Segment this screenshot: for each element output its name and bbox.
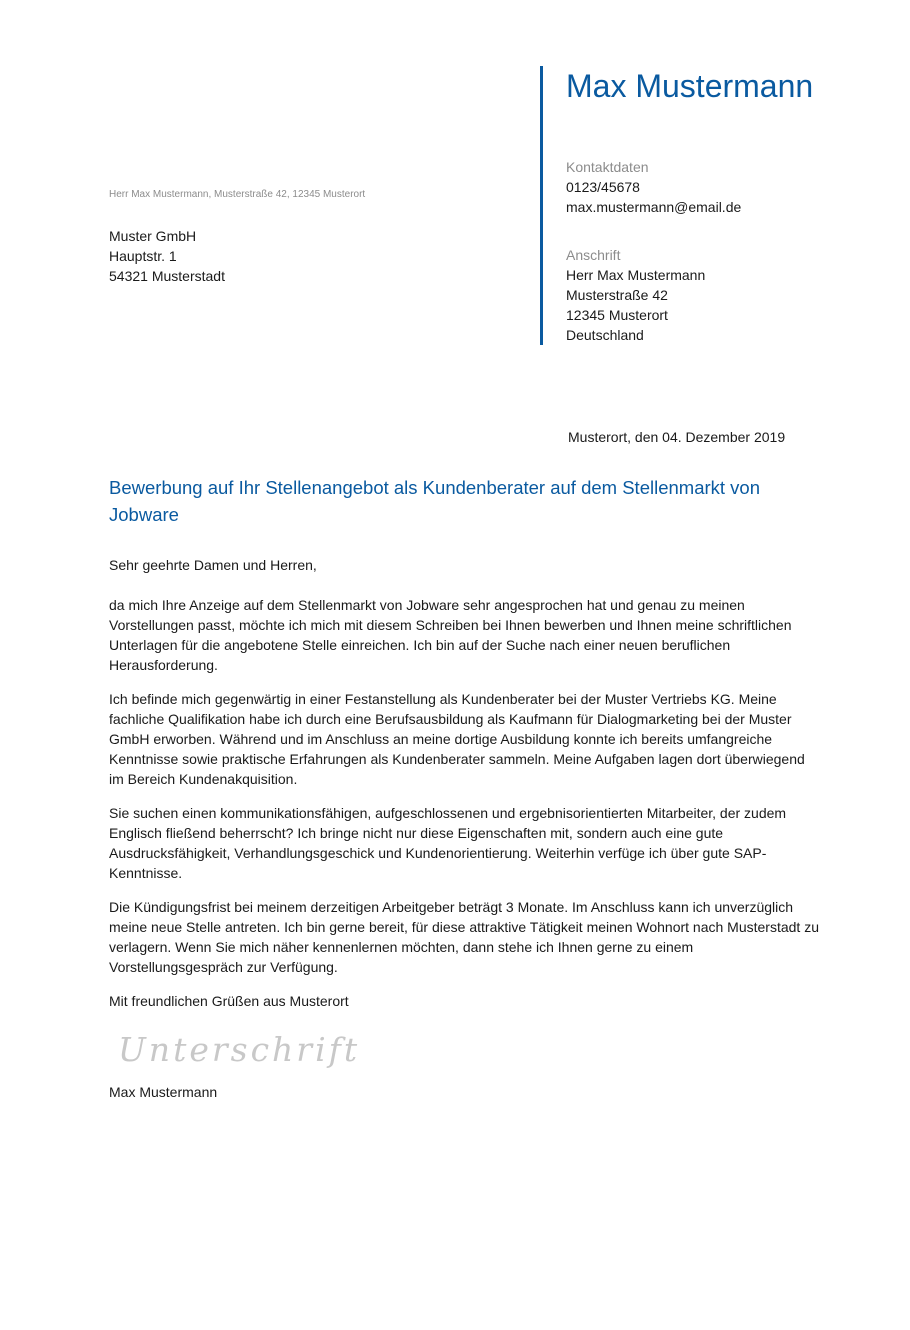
return-address-line: Herr Max Mustermann, Musterstraße 42, 12345 Musterort	[109, 189, 366, 200]
letter-subject: Bewerbung auf Ihr Stellenangebot als Kundenberater auf dem Stellenmarkt von Jobware	[109, 477, 760, 525]
closing-line: Mit freundlichen Grüßen aus Musterort	[109, 993, 349, 1009]
address-line: Musterstraße 42	[566, 287, 668, 303]
body-paragraph: da mich Ihre Anzeige auf dem Stellenmarkt von Jobware sehr angesprochen hat und genau zu meinen Vorstellungen passt, möchte ich mich mit diesem Schreiben bei Ihnen bewerben und Ihnen meine schriftlichen Unterlagen für die angebotene Stelle einreichen. Ich bin auf der Suche nach einer neuen beruflichen Herausforderung.	[109, 597, 792, 673]
address-line: 12345 Musterort	[566, 307, 668, 323]
recipient-line: 54321 Musterstadt	[109, 268, 225, 284]
contact-email: max.mustermann@email.de	[566, 199, 742, 215]
accent-divider	[540, 66, 543, 345]
address-heading: Anschrift	[566, 247, 621, 263]
recipient-line: Muster GmbH	[109, 228, 197, 244]
body-paragraph: Sie suchen einen kommunikationsfähigen, aufgeschlossenen und ergebnisorientierten Mitarbeiter, der zudem Englisch fließend beherrscht? Ich bringe nicht nur diese Eigenschaften mit, sondern auch eine gute Ausdrucksfähigkeit, Verhandlungsgeschick und Kundenorientierung. Weiterhin verfüge ich über gute SAP-Kenntnisse.	[109, 805, 787, 881]
signer-name: Max Mustermann	[109, 1084, 218, 1100]
body-paragraph: Die Kündigungsfrist bei meinem derzeitigen Arbeitgeber beträgt 3 Monate. Im Anschluss kann ich unverzüglich meine neue Stelle antreten. Ich bin gerne bereit, für diese attraktive Tätigkeit meinen Wohnort nach Musterstadt zu verlagern. Wenn Sie mich näher kennenlernen möchten, dann stehe ich Ihnen gerne zu einem Vorstellungsgespräch zur Verfügung.	[109, 899, 819, 975]
recipient-address	[109, 226, 225, 286]
body-paragraph: Ich befinde mich gegenwärtig in einer Festanstellung als Kundenberater bei der Muster Vertriebs KG. Meine fachliche Qualifikation habe ich durch eine Berufsausbildung als Kaufmann für Dialogmarketing bei der Muster GmbH erworben. Während und im Anschluss an meine dortige Ausbildung konnte ich bereits umfangreiche Kenntnisse sowie praktische Erfahrungen als Kundenberater sammeln. Meine Aufgaben lagen dort überwiegend im Bereich Kundenakquisition.	[109, 691, 805, 787]
contact-block	[566, 157, 741, 217]
letter-body	[109, 595, 821, 991]
contact-phone: 0123/45678	[566, 179, 640, 195]
recipient-line: Hauptstr. 1	[109, 248, 177, 264]
sender-address-block	[566, 245, 705, 345]
address-line: Herr Max Mustermann	[566, 267, 706, 283]
salutation: Sehr geehrte Damen und Herren,	[109, 557, 317, 573]
sender-name: Max Mustermann	[566, 68, 814, 104]
contact-heading: Kontaktdaten	[566, 159, 649, 175]
address-line: Deutschland	[566, 327, 644, 343]
signature-image: Unterschrift	[118, 1030, 361, 1069]
letter-date: Musterort, den 04. Dezember 2019	[568, 429, 786, 445]
